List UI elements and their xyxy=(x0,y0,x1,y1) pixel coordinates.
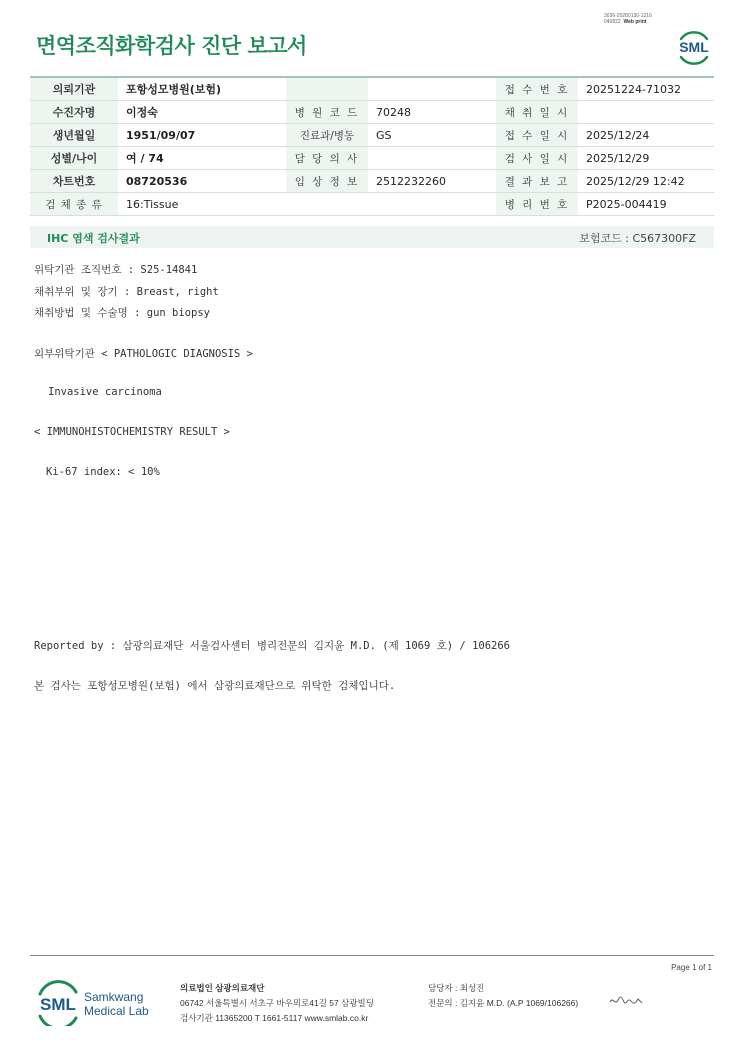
sml-logo-text: SML xyxy=(679,39,709,55)
label-hospital-code: 병 원 코 드 xyxy=(286,101,368,124)
report-line-diagnosis-header: 외부위탁기관 < PATHOLOGIC DIAGNOSIS > xyxy=(34,348,253,360)
label-pathology-number: 병 리 번 호 xyxy=(496,193,578,216)
samkwang-logo-line2: Medical Lab xyxy=(84,1004,149,1018)
value-department: GS xyxy=(368,124,496,147)
label-collection-date: 채 취 일 시 xyxy=(496,101,578,124)
footer-organization: 의료법인 삼광의료재단 xyxy=(180,983,265,993)
value-birth-date: 1951/09/07 xyxy=(118,124,286,147)
label-sex-age: 성별/나이 xyxy=(30,147,118,170)
footer-address: 06742 서울특별시 서초구 바우뫼로41길 57 삼광빌딩 xyxy=(180,998,374,1008)
samkwang-logo-mark: SML xyxy=(40,995,76,1014)
info-row xyxy=(30,124,714,147)
label-receipt-date: 접 수 일 시 xyxy=(496,124,578,147)
label-requesting-institution: 의뢰기관 xyxy=(30,77,118,101)
label-chart-number: 차트번호 xyxy=(30,170,118,193)
label-empty xyxy=(286,193,368,216)
label-birth-date: 생년월일 xyxy=(30,124,118,147)
info-row xyxy=(30,147,714,170)
print-code xyxy=(604,13,652,25)
samkwang-logo xyxy=(36,980,166,1026)
info-row xyxy=(30,101,714,124)
value-doctor xyxy=(368,147,496,170)
value-specimen-type: 16:Tissue xyxy=(118,193,286,216)
signature-image xyxy=(608,992,644,1008)
report-line-ki67: Ki-67 index: < 10% xyxy=(46,466,160,478)
value-empty xyxy=(368,193,496,216)
label-test-date: 검 사 일 시 xyxy=(496,147,578,170)
report-line-tissue-number: 위탁기관 조직번호 : S25-14841 xyxy=(34,264,198,276)
report-line-ihc-header: < IMMUNOHISTOCHEMISTRY RESULT > xyxy=(34,426,230,438)
value-empty xyxy=(368,77,496,101)
patient-info-table xyxy=(30,76,714,216)
label-doctor: 담 당 의 사 xyxy=(286,147,368,170)
footer-pathologist: 전문의 : 김지윤 M.D. (A.P 1069/106266) xyxy=(428,998,579,1008)
section-title: IHC 염색 검사결과 xyxy=(47,232,140,245)
print-code-number: 040822 xyxy=(604,19,621,25)
report-line-diagnosis: Invasive carcinoma xyxy=(48,386,162,398)
value-chart-number: 08720536 xyxy=(118,170,286,193)
value-collection-date xyxy=(578,101,714,124)
info-row xyxy=(30,193,714,216)
page-number: Page 1 of 1 xyxy=(671,963,712,972)
label-receipt-number: 접 수 번 호 xyxy=(496,77,578,101)
footer-contact: 검사기관 11365200 T 1661-5117 www.smlab.co.kr xyxy=(180,1013,369,1023)
value-receipt-number: 20251224-71032 xyxy=(578,77,714,101)
value-result-report: 2025/12/29 12:42 xyxy=(578,170,714,193)
report-line-site: 채취부위 및 장기 : Breast, right xyxy=(34,286,219,298)
print-code-line1: 3036-20260130-1216 xyxy=(604,13,652,19)
value-sex-age: 여 / 74 xyxy=(118,147,286,170)
footer-manager: 담당자 : 최성진 xyxy=(428,983,485,993)
value-patient-name: 이정숙 xyxy=(118,101,286,124)
report-line-method: 채취방법 및 수술명 : gun biopsy xyxy=(34,307,210,319)
info-row xyxy=(30,170,714,193)
label-specimen-type: 검 체 종 류 xyxy=(30,193,118,216)
label-patient-name: 수진자명 xyxy=(30,101,118,124)
label-empty xyxy=(286,77,368,101)
label-clinical-info: 임 상 정 보 xyxy=(286,170,368,193)
page-title: 면역조직화학검사 진단 보고서 xyxy=(36,34,307,58)
label-result-report: 결 과 보 고 xyxy=(496,170,578,193)
web-print-tag: Web print xyxy=(623,19,647,25)
report-line-notice: 본 검사는 포항성모병원(보험) 에서 삼광의료재단으로 위탁한 검체입니다. xyxy=(34,680,396,692)
print-code-line2 xyxy=(604,19,652,25)
value-requesting-institution: 포항성모병원(보험) xyxy=(118,77,286,101)
sml-logo xyxy=(674,27,714,65)
insurance-code: 보험코드 : C567300FZ xyxy=(579,232,696,245)
value-hospital-code: 70248 xyxy=(368,101,496,124)
value-receipt-date: 2025/12/24 xyxy=(578,124,714,147)
value-pathology-number: P2025-004419 xyxy=(578,193,714,216)
value-clinical-info: 2512232260 xyxy=(368,170,496,193)
label-department: 진료과/병동 xyxy=(286,124,368,147)
info-row xyxy=(30,77,714,101)
value-test-date: 2025/12/29 xyxy=(578,147,714,170)
report-line-reported-by: Reported by : 삼광의료재단 서울검사센터 병리전문의 김지윤 M.D. (제 1069 호) / 106266 xyxy=(34,640,511,652)
samkwang-logo-line1: Samkwang xyxy=(84,990,144,1004)
footer-divider xyxy=(30,955,714,956)
